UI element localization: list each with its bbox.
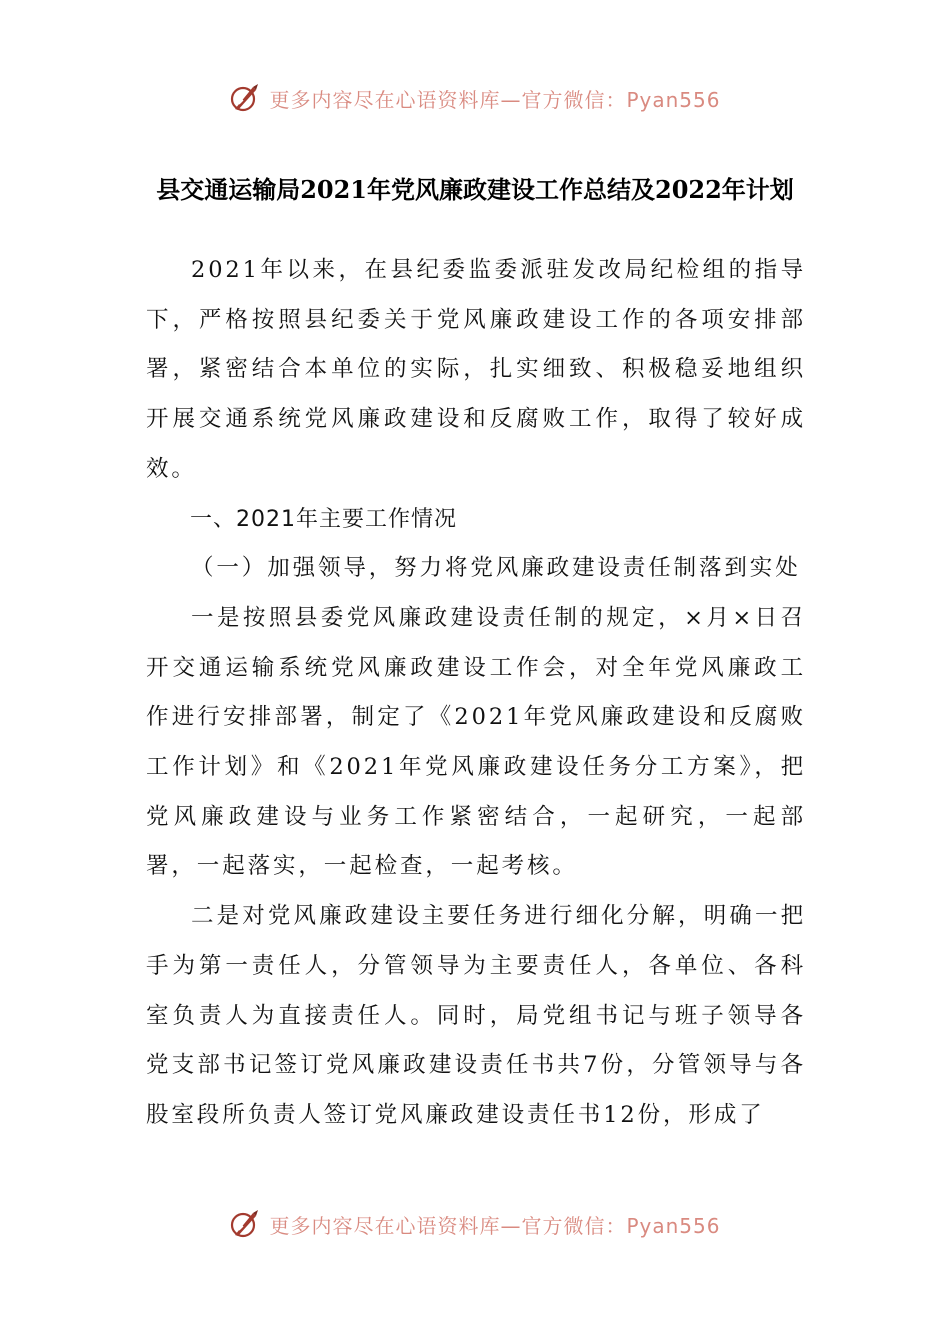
document-body <box>146 246 806 1141</box>
intro-paragraph: 2021年以来，在县纪委监委派驻发改局纪检组的指导下，严格按照县纪委关于党风廉政建设工作的各项安排部署，紧密结合本单位的实际，扎实细致、积极稳妥地组织开展交通系统党风廉政建设和反腐败工作，取得了较好成效。 <box>146 257 806 482</box>
quill-pen-circle-icon <box>229 82 261 114</box>
body-paragraph-1: 一是按照县委党风廉政建设责任制的规定，×月×日召开交通运输系统党风廉政建设工作会，对全年党风廉政工作进行安排部署，制定了《2021年党风廉政建设和反腐败工作计划》和《2021年党风廉政建设任务分工方案》，把党风廉政建设与业务工作紧密结合，一起研究，一起部署，一起落实，一起检查，一起考核。 <box>146 604 806 880</box>
watermark-text: 更多内容尽在心语资料库—官方微信：Pyan556 <box>269 1213 721 1238</box>
body-paragraph-2: 二是对党风廉政建设主要任务进行细化分解，明确一把手为第一责任人，分管领导为主要责任人，各单位、各科室负责人为直接责任人。同时，局党组书记与班子领导各党支部书记签订党风廉政建设责任书共7份，分管领导与各股室段所负责人签订党风廉政建设责任书12份，形成了 <box>146 903 806 1128</box>
watermark-text: 更多内容尽在心语资料库—官方微信：Pyan556 <box>269 87 721 112</box>
watermark-header <box>0 82 950 114</box>
quill-pen-circle-icon <box>229 1208 261 1240</box>
document-title: 县交通运输局2021年党风廉政建设工作总结及2022年计划 <box>156 175 794 204</box>
section-heading: 一、2021年主要工作情况 <box>190 506 457 532</box>
watermark-footer <box>0 1208 950 1240</box>
subsection-heading: （一）加强领导，努力将党风廉政建设责任制落到实处 <box>191 555 801 582</box>
